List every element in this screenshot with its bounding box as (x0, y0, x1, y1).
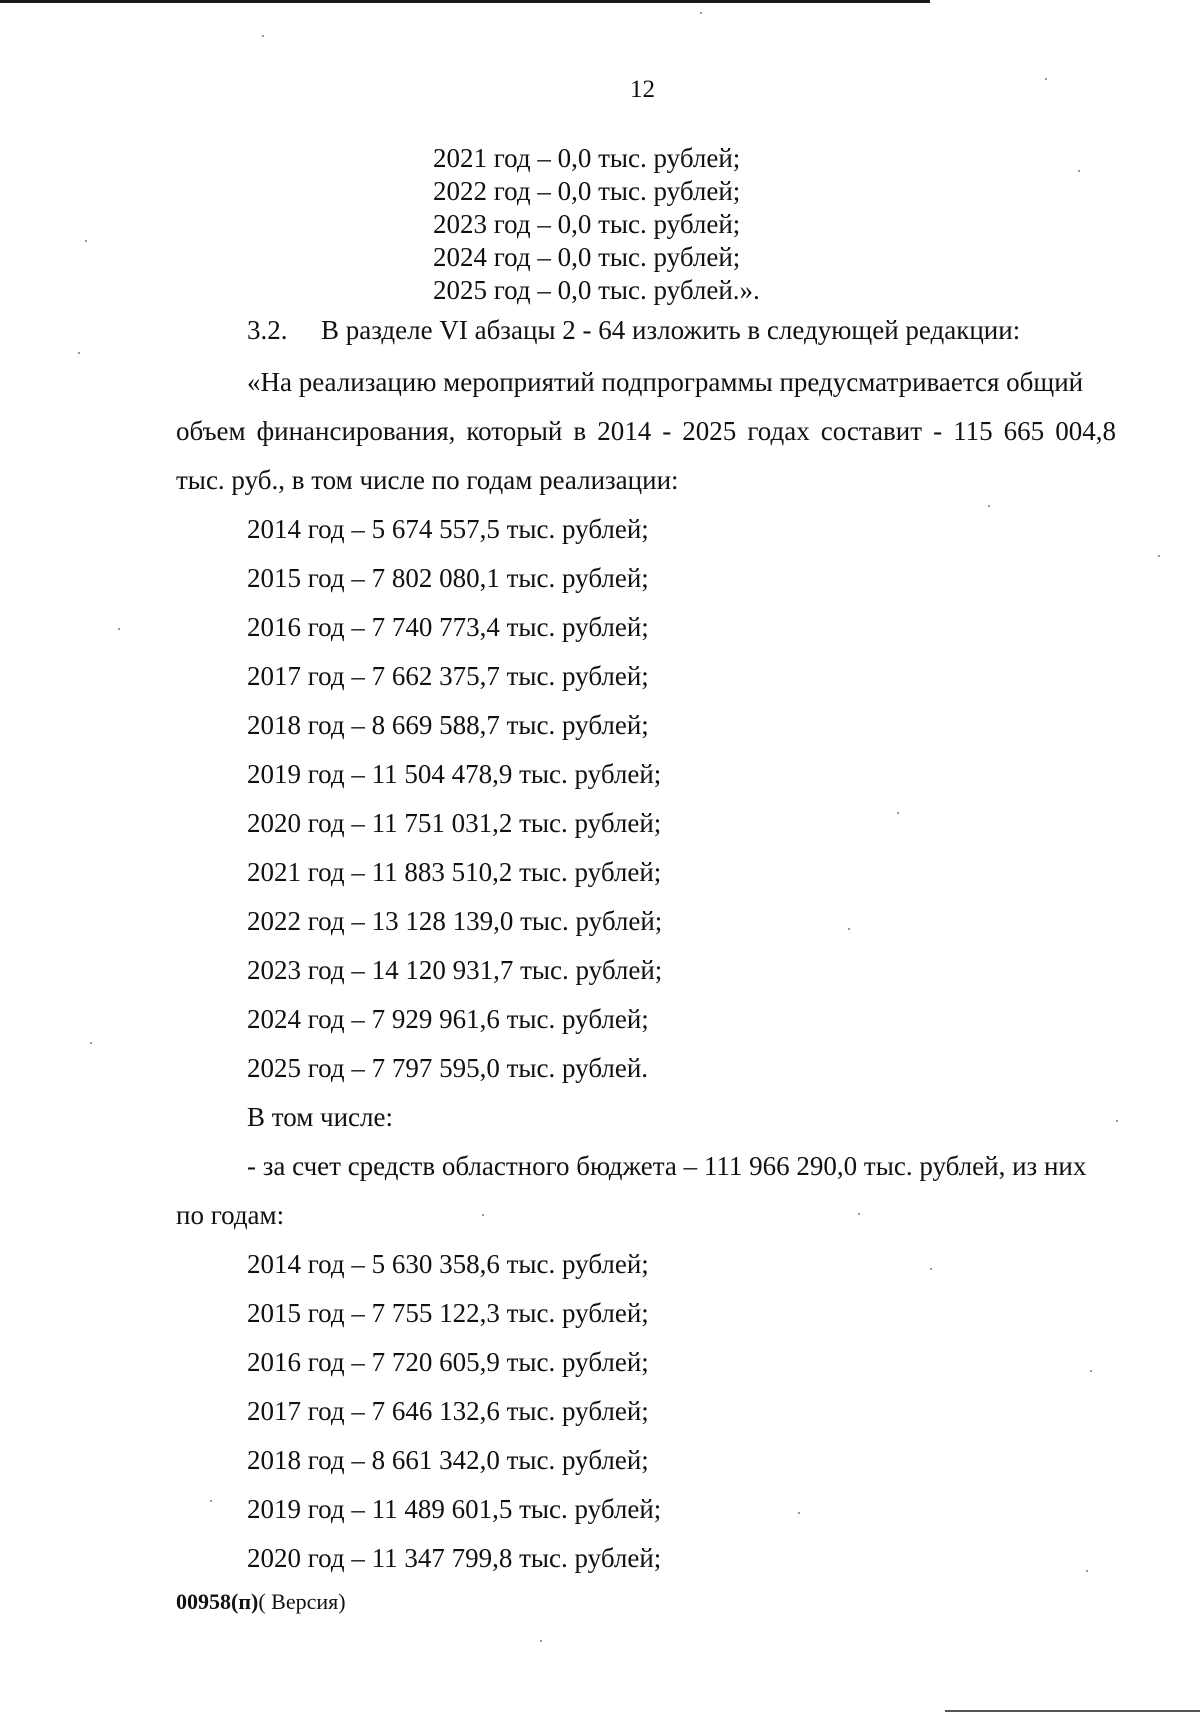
total-year-line: 2017 год – 7 662 375,7 тыс. рублей; (247, 661, 649, 691)
section-text: В разделе VI абзацы 2 - 64 изложить в следующей редакции: (321, 315, 1021, 345)
regional-year-line: 2019 год – 11 489 601,5 тыс. рублей; (247, 1494, 662, 1524)
scan-speck (78, 352, 80, 354)
total-year-line: 2025 год – 7 797 595,0 тыс. рублей. (247, 1053, 649, 1083)
section-paragraph (247, 314, 1020, 347)
scan-speck (210, 1500, 212, 1502)
total-year-line: 2014 год – 5 674 557,5 тыс. рублей; (247, 514, 649, 544)
scan-speck (1078, 170, 1080, 172)
continued-year-line: 2022 год – 0,0 тыс. рублей; (433, 176, 741, 206)
regional-year-line: 2017 год – 7 646 132,6 тыс. рублей; (247, 1396, 649, 1426)
total-year-line: 2020 год – 11 751 031,2 тыс. рублей; (247, 808, 662, 838)
scan-speck (1086, 1570, 1088, 1572)
total-year-line: 2018 год – 8 669 588,7 тыс. рублей; (247, 710, 649, 740)
total-year-line: 2015 год – 7 802 080,1 тыс. рублей; (247, 563, 649, 593)
intro-line: объем финансирования, который в 2014 - 2025 годах составит - 115 665 004,8 (176, 416, 1116, 446)
scan-speck (858, 1213, 860, 1215)
regional-year-line: 2014 год – 5 630 358,6 тыс. рублей; (247, 1249, 649, 1279)
scan-speck (1116, 1120, 1118, 1122)
regional-year-line: 2018 год – 8 661 342,0 тыс. рублей; (247, 1445, 649, 1475)
scan-speck (262, 35, 264, 37)
intro-line: «На реализацию мероприятий подпрограммы предусматривается общий (247, 367, 1084, 397)
regional-year-line: 2015 год – 7 755 122,3 тыс. рублей; (247, 1298, 649, 1328)
scan-speck (90, 1042, 92, 1044)
continued-year-line: 2021 год – 0,0 тыс. рублей; (433, 143, 741, 173)
intro-line: тыс. руб., в том числе по годам реализации: (176, 465, 679, 495)
top-rule (0, 0, 930, 3)
scan-speck (482, 1214, 484, 1216)
regional-year-line: 2020 год – 11 347 799,8 тыс. рублей; (247, 1543, 662, 1573)
scan-speck (848, 928, 850, 930)
scan-speck (930, 1268, 932, 1270)
scan-speck (988, 505, 990, 507)
bottom-rule (945, 1710, 1200, 1712)
including-label: В том числе: (247, 1102, 393, 1132)
scan-speck (85, 240, 87, 242)
continued-year-line: 2023 год – 0,0 тыс. рублей; (433, 209, 741, 239)
page-number: 12 (630, 76, 655, 103)
continued-year-line: 2025 год – 0,0 тыс. рублей.». (433, 275, 760, 305)
total-year-line: 2021 год – 11 883 510,2 тыс. рублей; (247, 857, 662, 887)
total-year-line: 2024 год – 7 929 961,6 тыс. рублей; (247, 1004, 649, 1034)
scan-speck (897, 812, 899, 814)
scan-speck (1090, 1370, 1092, 1372)
scan-speck (1158, 555, 1160, 557)
document-version: ( Версия) (258, 1589, 346, 1614)
scan-speck (540, 1640, 542, 1642)
scan-speck (1045, 78, 1047, 80)
section-number: 3.2. (247, 315, 288, 345)
document-code: 00958(п) (176, 1589, 259, 1614)
continued-year-line: 2024 год – 0,0 тыс. рублей; (433, 242, 741, 272)
scan-speck (798, 1512, 800, 1514)
regional-year-line: 2016 год – 7 720 605,9 тыс. рублей; (247, 1347, 649, 1377)
total-year-line: 2016 год – 7 740 773,4 тыс. рублей; (247, 612, 649, 642)
regional-budget-line: - за счет средств областного бюджета – 111 966 290,0 тыс. рублей, из них (247, 1151, 1087, 1181)
total-year-line: 2019 год – 11 504 478,9 тыс. рублей; (247, 759, 662, 789)
document-footer (176, 1588, 346, 1616)
scan-speck (700, 12, 702, 14)
regional-budget-line: по годам: (176, 1200, 285, 1230)
scan-speck (118, 628, 120, 630)
total-year-line: 2023 год – 14 120 931,7 тыс. рублей; (247, 955, 663, 985)
total-year-line: 2022 год – 13 128 139,0 тыс. рублей; (247, 906, 663, 936)
